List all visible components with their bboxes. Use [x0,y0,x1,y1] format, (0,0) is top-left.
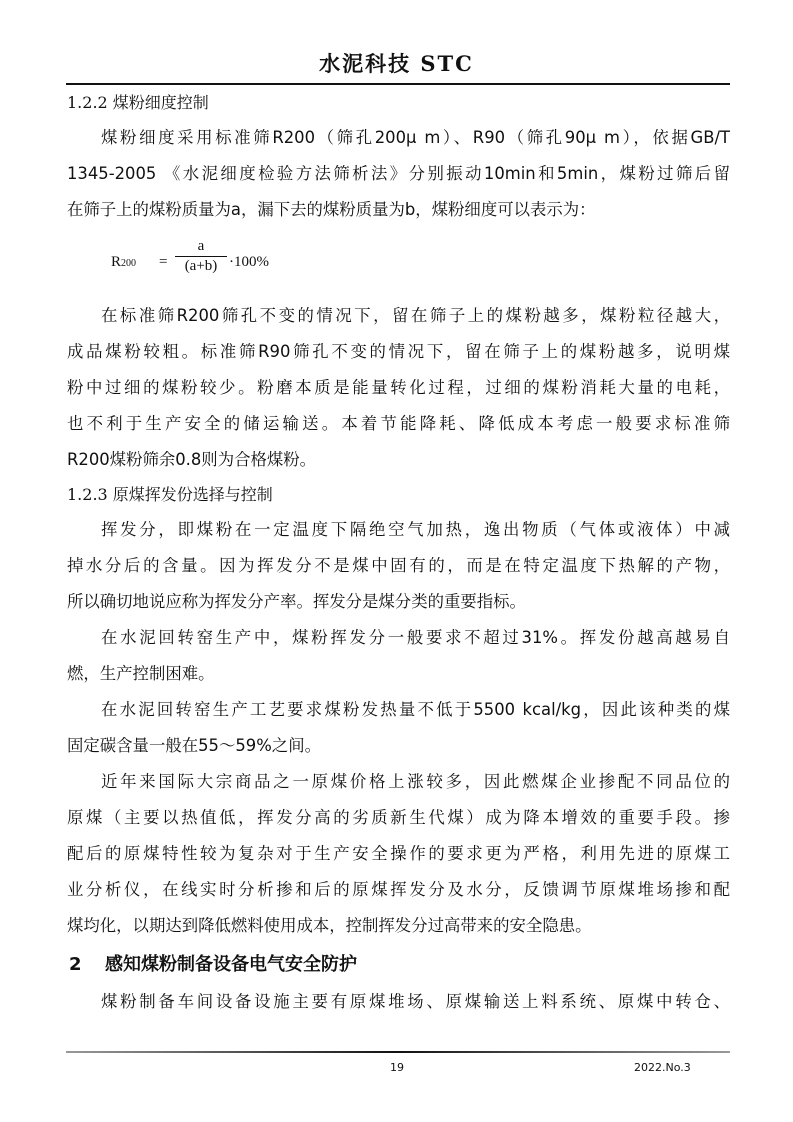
journal-header: 水泥科技 STC [319,51,474,76]
text-line: 1345-2005 《水泥细度检验方法筛析法》分别振动10min和5min，煤粉过筛后留 [67,164,730,183]
paragraph [67,692,730,764]
text-line: 在筛子上的煤粉质量为a，漏下去的煤粉质量为b，煤粉细度可以表示为： [67,200,596,219]
formula-numerator: a [197,238,205,254]
text-line: 挥发分，即煤粉在一定温度下隔绝空气加热，逸出物质（气体或液体）中减 [101,520,730,539]
text-line: 在标准筛R200筛孔不变的情况下，留在筛子上的煤粉越多，煤粉粒径越大， [101,306,730,325]
text-line: 煤粉细度采用标准筛R200（筛孔200μ m）、R90（筛孔90μ m），依据GB/T [101,128,730,147]
article-body [67,86,730,1020]
formula-equals: = [159,254,168,270]
formula-multiplier: ·100% [229,254,269,270]
text-line: 掉水分后的含量。因为挥发分不是煤中固有的，而是在特定温度下热解的产物， [67,556,730,575]
issue-label: 2022.No.3 [634,1061,691,1074]
header-divider [66,83,730,85]
fineness-formula [67,228,730,298]
section-heading-2 [67,946,730,984]
paragraph [67,298,730,478]
paragraph [67,984,730,1020]
text-line: 配后的原煤特性较为复杂对于生产安全操作的要求更为严格，利用先进的原煤工 [67,844,730,863]
section-heading-1-2-2: 1.2.2 煤粉细度控制 [67,93,209,112]
formula-lhs: R [111,254,122,270]
formula-fraction [175,238,227,275]
text-line: 在水泥回转窑生产中，煤粉挥发分一般要求不超过31%。挥发份越高越易自 [101,628,730,647]
fraction-bar [175,256,227,257]
formula-denominator: (a+b) [184,258,218,274]
formula-subscript: 200 [121,258,137,269]
text-line: 近年来国际大宗商品之一原煤价格上涨较多，因此燃煤企业掺配不同品位的 [101,772,730,791]
section-number: 2 [69,954,82,975]
paragraph [67,120,730,228]
page-number: 19 [390,1061,404,1074]
text-line: 固定碳含量一般在55～59%之间。 [67,736,321,755]
text-line: 所以确切地说应称为挥发分产率。挥发分是煤分类的重要指标。 [67,592,526,611]
text-line: 业分析仪，在线实时分析掺和后的原煤挥发分及水分，反馈调节原煤堆场掺和配 [67,880,730,899]
text-line: 燃，生产控制困难。 [67,664,215,683]
paragraph [67,512,730,620]
text-line: 也不利于生产安全的储运输送。本着节能降耗、降低成本考虑一般要求标准筛 [67,414,730,433]
text-line: 在水泥回转窑生产工艺要求煤粉发热量不低于5500 kcal/kg，因此该种类的煤 [101,700,730,719]
text-line: 煤均化，以期达到降低燃料使用成本，控制挥发分过高带来的安全隐患。 [67,916,592,935]
section-title: 感知煤粉制备设备电气安全防护 [105,954,357,975]
paragraph [67,620,730,692]
text-line: 粉中过细的煤粉较少。粉磨本质是能量转化过程，过细的煤粉消耗大量的电耗， [67,378,730,397]
footer-divider [66,1051,730,1053]
section-heading-1-2-3: 1.2.3 原煤挥发份选择与控制 [67,485,273,504]
text-line: 煤粉制备车间设备设施主要有原煤堆场、原煤输送上料系统、原煤中转仓、 [101,992,730,1011]
text-line: R200煤粉筛余0.8则为合格煤粉。 [67,450,317,469]
text-line: 原煤（主要以热值低，挥发分高的劣质新生代煤）成为降本增效的重要手段。掺 [67,808,730,827]
paragraph [67,764,730,944]
text-line: 成品煤粉较粗。标准筛R90筛孔不变的情况下，留在筛子上的煤粉越多，说明煤 [67,342,730,361]
